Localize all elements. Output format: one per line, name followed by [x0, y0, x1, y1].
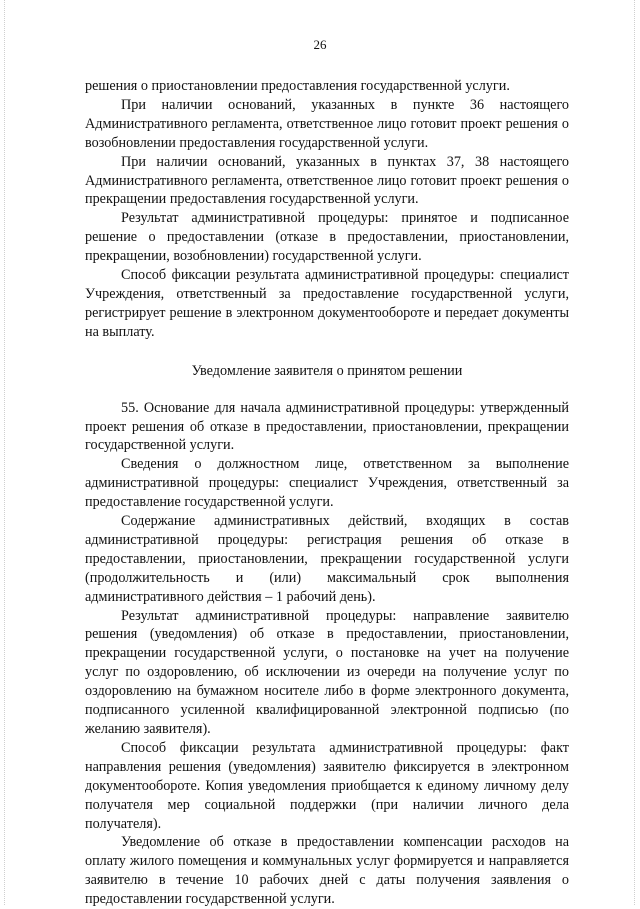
- paragraph: Способ фиксации результата административной процедуры: специалист Учреждения, ответственный за предоставление государственной услуги, регистрирует решение в электронном документообороте и передает документы на выплату.: [85, 267, 569, 340]
- section-heading: Уведомление заявителя о принятом решении: [191, 362, 463, 379]
- paragraph: Способ фиксации результата административной процедуры: факт направления решения (уведомления) заявителю фиксируется в электронном документообороте. Копия уведомления приобщается к единому личному делу получателя мер социальной поддержки (при наличии личного дела получателя).: [85, 739, 569, 832]
- paragraph: Содержание административных действий, входящих в состав административной процедуры: регистрация решения об отказе в предоставлении, приостановлении, прекращении государственной услуги (продолжительность и (или) максимальный срок выполнения административного действия – 1 рабочий день).: [85, 513, 569, 605]
- paragraph: 55. Основание для начала административной процедуры: утвержденный проект решения об отказе в предоставлении, приостановлении, прекращении государственной услуги.: [85, 399, 569, 454]
- paragraph: Результат административной процедуры: принятое и подписанное решение о предоставлении (отказе в предоставлении, приостановлении, прекращении, возобновлении) государственной услуги.: [85, 210, 569, 265]
- paragraph: При наличии оснований, указанных в пункте 36 настоящего Административного регламента, ответственное лицо готовит проект решения о возобновлении предоставления государственной услуги.: [85, 96, 569, 151]
- paragraph: Результат административной процедуры: направление заявителю решения (уведомления) об отказе в предоставлении, приостановлении, прекращении государственной услуги, о постановке на учет на получение услуг по оздоровлению, об исключении из очереди на получение услуг по оздоровлению на бумажном носителе либо в форме электронного документа, подписанного усиленной квалифицированной электронной подписью (по желанию заявителя).: [85, 607, 569, 737]
- scan-edge-right: [634, 0, 636, 905]
- document-body: [85, 77, 569, 909]
- page-number: 26: [313, 37, 327, 52]
- paragraph: Сведения о должностном лице, ответственном за выполнение административной процедуры: специалист Учреждения, ответственный за предоставление государственной услуги.: [85, 456, 569, 511]
- scan-edge-left: [4, 0, 6, 905]
- paragraph: При наличии оснований, указанных в пунктах 37, 38 настоящего Административного регламента, ответственное лицо готовит проект решения о прекращении предоставления государственной услуги.: [85, 153, 569, 208]
- paragraph: Уведомление об отказе в предоставлении компенсации расходов на оплату жилого помещения и коммунальных услуг формируется и направляется заявителю в течение 10 рабочих дней с даты получения заявления о предоставлении государственной услуги.: [85, 834, 569, 908]
- paragraph: решения о приостановлении предоставления государственной услуги.: [85, 78, 510, 94]
